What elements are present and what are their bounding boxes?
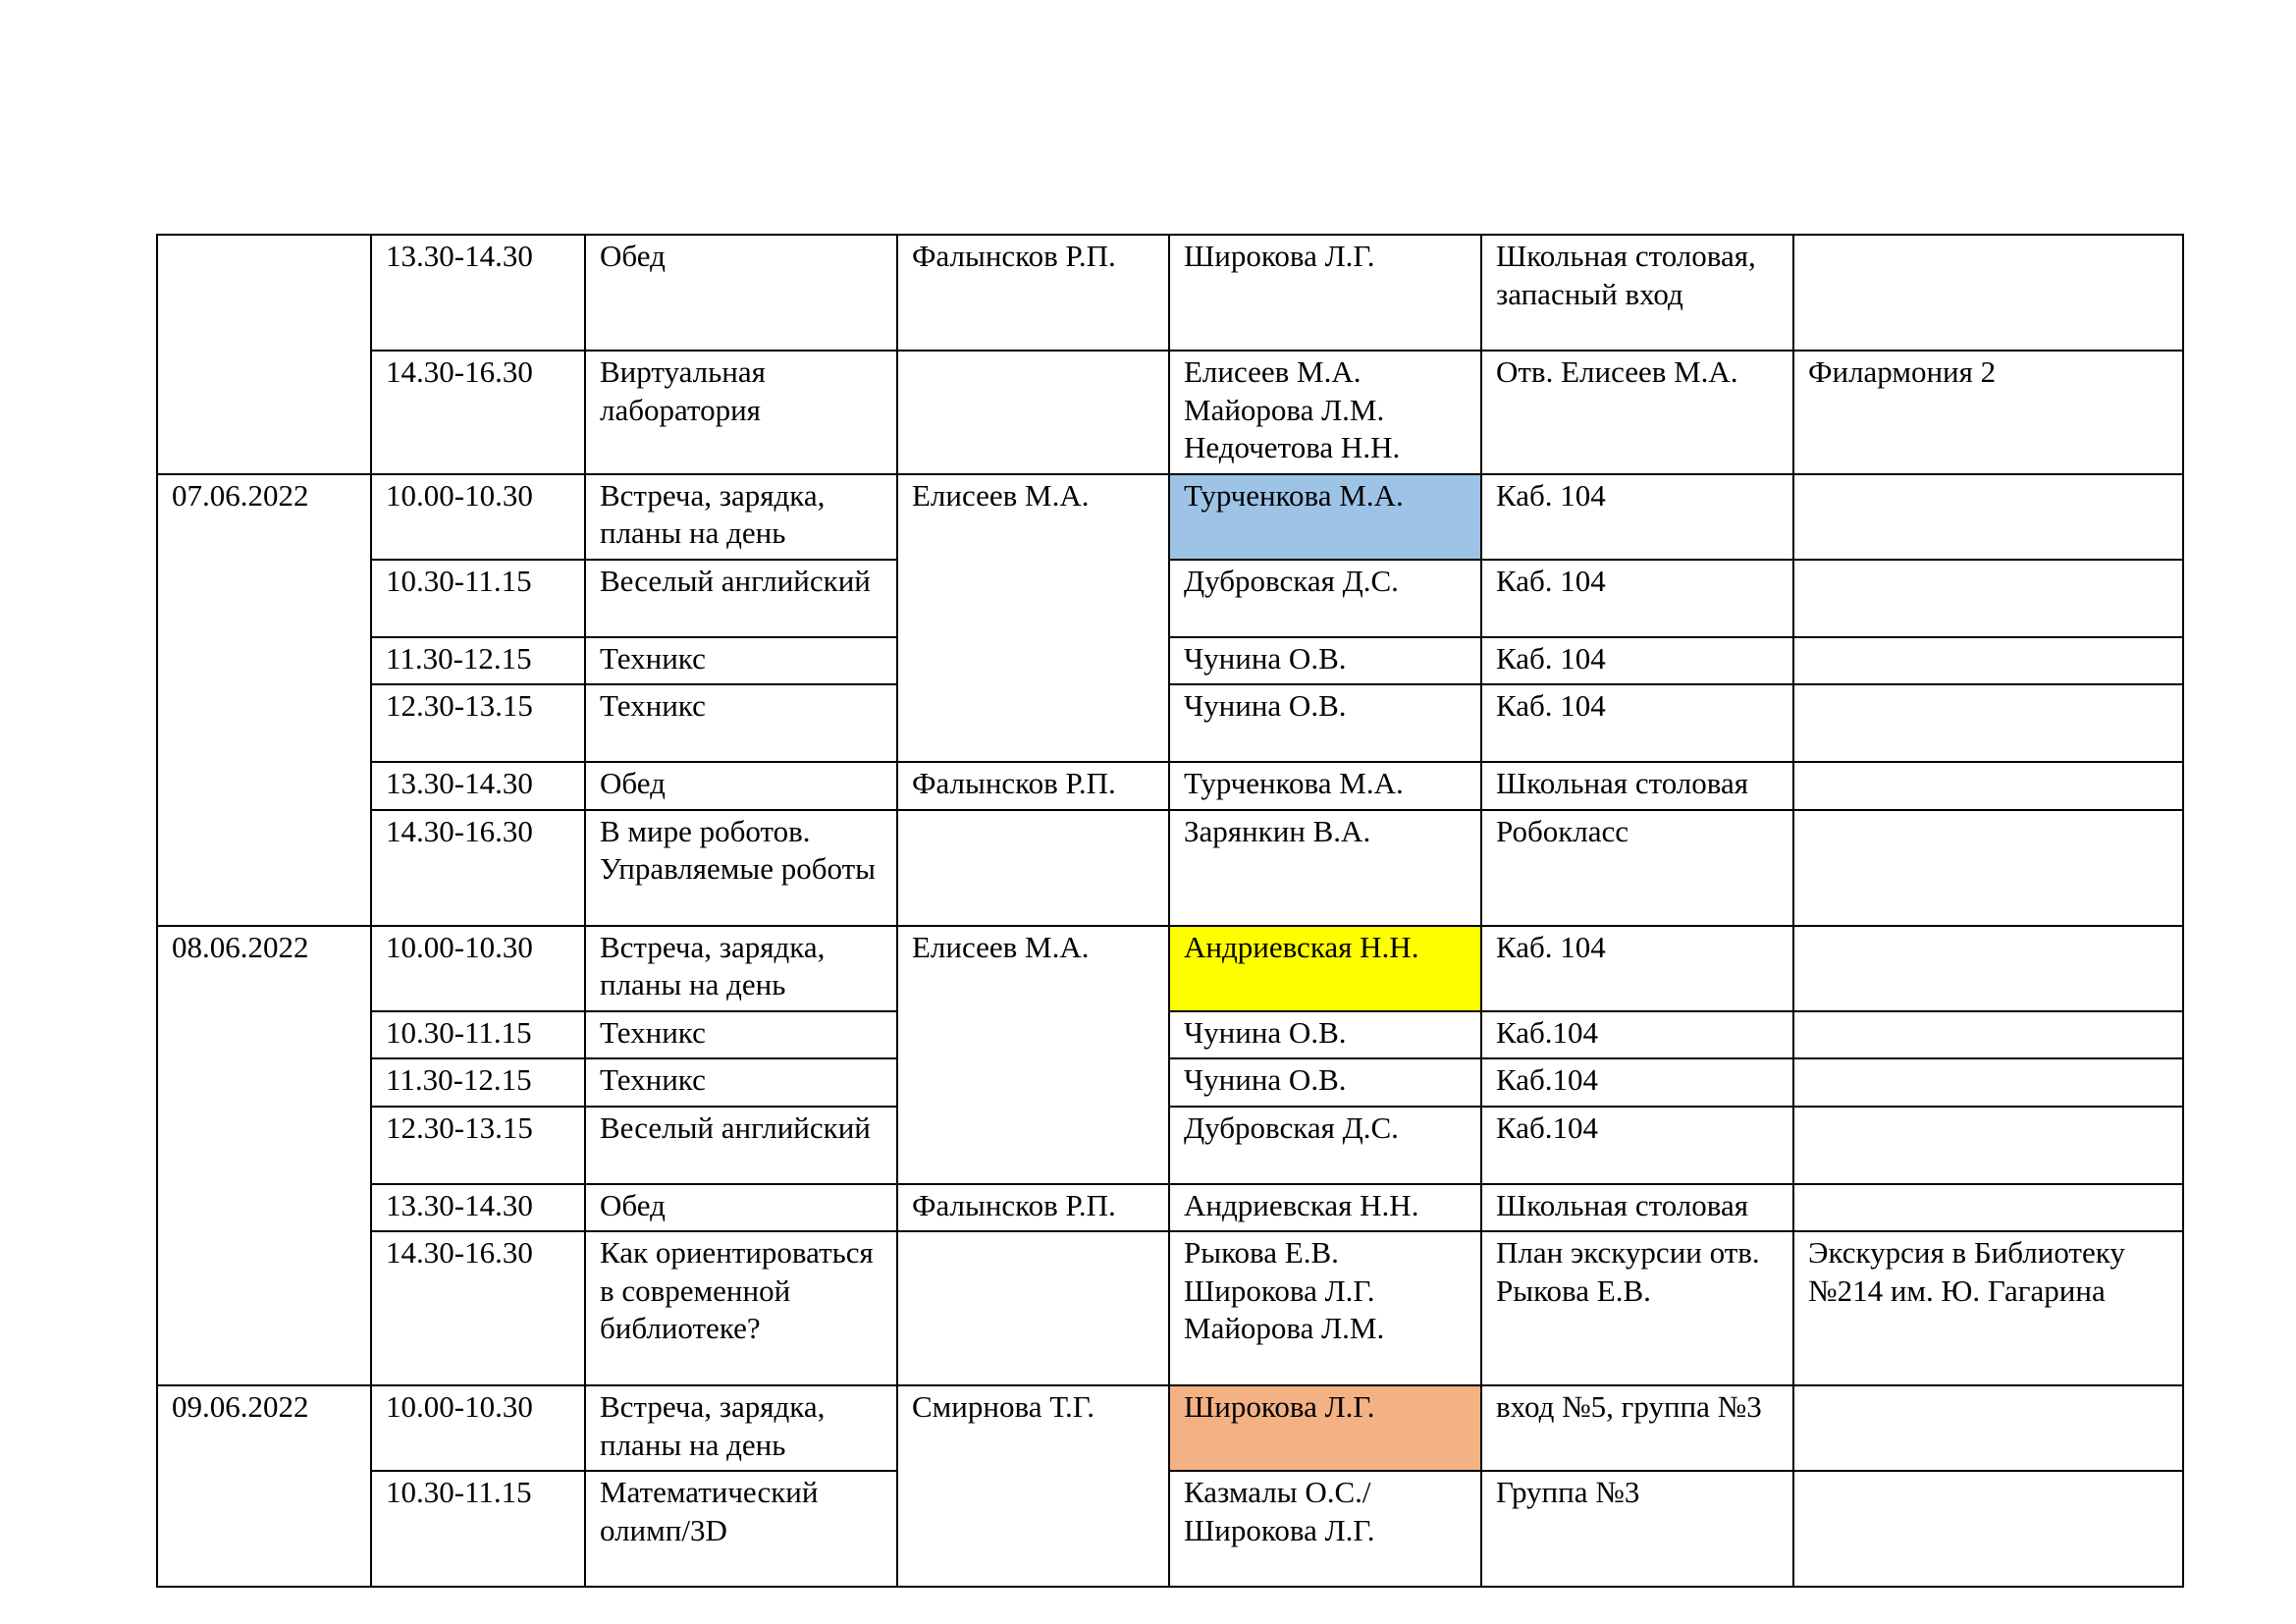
responsible-cell: Андриевская Н.Н. [1169, 926, 1481, 1011]
table-row [157, 560, 2183, 637]
note-cell [1793, 1058, 2183, 1107]
responsible-cell: Турченкова М.А. [1169, 762, 1481, 810]
activity-cell: Математический олимп/3D [585, 1471, 897, 1587]
place-cell: Каб. 104 [1481, 684, 1793, 762]
note-cell [1793, 1184, 2183, 1232]
activity-cell: Техникс [585, 1011, 897, 1059]
note-cell: Экскурсия в Библиотеку №214 им. Ю. Гагарина [1793, 1231, 2183, 1385]
place-cell: вход №5, группа №3 [1481, 1385, 1793, 1471]
leader-cell [897, 1231, 1169, 1385]
table-row [157, 810, 2183, 926]
activity-cell: Техникс [585, 1058, 897, 1107]
responsible-cell: Дубровская Д.С. [1169, 1107, 1481, 1184]
time-cell: 10.30-11.15 [371, 560, 585, 637]
table-row [157, 1107, 2183, 1184]
activity-cell: Обед [585, 235, 897, 351]
place-cell: Школьная столовая [1481, 762, 1793, 810]
table-row [157, 474, 2183, 560]
responsible-cell: Казмалы О.С./Широкова Л.Г. [1169, 1471, 1481, 1587]
responsible-cell: Широкова Л.Г. [1169, 1385, 1481, 1471]
activity-cell: Техникс [585, 684, 897, 762]
note-cell [1793, 1385, 2183, 1471]
note-cell [1793, 926, 2183, 1011]
leader-cell [897, 351, 1169, 474]
place-cell: Каб. 104 [1481, 926, 1793, 1011]
note-cell: Филармония 2 [1793, 351, 2183, 474]
time-cell: 10.00-10.30 [371, 926, 585, 1011]
table-row [157, 1231, 2183, 1385]
responsible-cell: Андриевская Н.Н. [1169, 1184, 1481, 1232]
note-cell [1793, 560, 2183, 637]
responsible-cell: Елисеев М.А. Майорова Л.М. Недочетова Н.Н. [1169, 351, 1481, 474]
time-cell: 13.30-14.30 [371, 762, 585, 810]
activity-cell: Веселый английский [585, 1107, 897, 1184]
note-cell [1793, 235, 2183, 351]
responsible-cell: Зарянкин В.А. [1169, 810, 1481, 926]
activity-cell: Виртуальная лаборатория [585, 351, 897, 474]
table-row [157, 1058, 2183, 1107]
table-row [157, 684, 2183, 762]
note-cell [1793, 684, 2183, 762]
time-cell: 10.00-10.30 [371, 474, 585, 560]
place-cell: Каб. 104 [1481, 637, 1793, 685]
time-cell: 11.30-12.15 [371, 637, 585, 685]
responsible-cell: Чунина О.В. [1169, 1058, 1481, 1107]
time-cell: 14.30-16.30 [371, 351, 585, 474]
date-cell: 09.06.2022 [157, 1385, 371, 1587]
activity-cell: Встреча, зарядка, планы на день [585, 926, 897, 1011]
time-cell: 12.30-13.15 [371, 1107, 585, 1184]
place-cell: Школьная столовая, запасный вход [1481, 235, 1793, 351]
leader-cell: Елисеев М.А. [897, 926, 1169, 1184]
leader-cell: Елисеев М.А. [897, 474, 1169, 763]
activity-cell: Обед [585, 1184, 897, 1232]
place-cell: Каб.104 [1481, 1107, 1793, 1184]
date-cell [157, 235, 371, 474]
table-row [157, 637, 2183, 685]
place-cell: Группа №3 [1481, 1471, 1793, 1587]
place-cell: План экскурсии отв. Рыкова Е.В. [1481, 1231, 1793, 1385]
place-cell: Робокласс [1481, 810, 1793, 926]
time-cell: 14.30-16.30 [371, 1231, 585, 1385]
table-row [157, 1011, 2183, 1059]
time-cell: 10.00-10.30 [371, 1385, 585, 1471]
responsible-cell: Рыкова Е.В. Широкова Л.Г. Майорова Л.М. [1169, 1231, 1481, 1385]
date-cell: 08.06.2022 [157, 926, 371, 1386]
note-cell [1793, 1011, 2183, 1059]
activity-cell: Встреча, зарядка, планы на день [585, 474, 897, 560]
leader-cell: Фалынсков Р.П. [897, 235, 1169, 351]
activity-cell: Встреча, зарядка, планы на день [585, 1385, 897, 1471]
place-cell: Каб.104 [1481, 1011, 1793, 1059]
time-cell: 14.30-16.30 [371, 810, 585, 926]
responsible-cell: Турченкова М.А. [1169, 474, 1481, 560]
activity-cell: В мире роботов. Управляемые роботы [585, 810, 897, 926]
activity-cell: Как ориентироваться в современной библиотеке? [585, 1231, 897, 1385]
time-cell: 10.30-11.15 [371, 1011, 585, 1059]
responsible-cell: Чунина О.В. [1169, 637, 1481, 685]
responsible-cell: Широкова Л.Г. [1169, 235, 1481, 351]
note-cell [1793, 1471, 2183, 1587]
activity-cell: Техникс [585, 637, 897, 685]
responsible-cell: Чунина О.В. [1169, 1011, 1481, 1059]
note-cell [1793, 637, 2183, 685]
date-cell: 07.06.2022 [157, 474, 371, 926]
time-cell: 11.30-12.15 [371, 1058, 585, 1107]
activity-cell: Обед [585, 762, 897, 810]
place-cell: Школьная столовая [1481, 1184, 1793, 1232]
leader-cell: Фалынсков Р.П. [897, 1184, 1169, 1232]
note-cell [1793, 474, 2183, 560]
place-cell: Каб. 104 [1481, 560, 1793, 637]
place-cell: Каб. 104 [1481, 474, 1793, 560]
responsible-cell: Дубровская Д.С. [1169, 560, 1481, 637]
place-cell: Каб.104 [1481, 1058, 1793, 1107]
note-cell [1793, 810, 2183, 926]
table-row [157, 351, 2183, 474]
table-row [157, 1471, 2183, 1587]
table-row [157, 1385, 2183, 1471]
leader-cell [897, 810, 1169, 926]
table-row [157, 1184, 2183, 1232]
leader-cell: Фалынсков Р.П. [897, 762, 1169, 810]
time-cell: 13.30-14.30 [371, 235, 585, 351]
time-cell: 10.30-11.15 [371, 1471, 585, 1587]
table-row [157, 235, 2183, 351]
responsible-cell: Чунина О.В. [1169, 684, 1481, 762]
note-cell [1793, 1107, 2183, 1184]
schedule-table [156, 234, 2184, 1588]
place-cell: Отв. Елисеев М.А. [1481, 351, 1793, 474]
table-row [157, 926, 2183, 1011]
table-row [157, 762, 2183, 810]
time-cell: 12.30-13.15 [371, 684, 585, 762]
activity-cell: Веселый английский [585, 560, 897, 637]
note-cell [1793, 762, 2183, 810]
leader-cell: Смирнова Т.Г. [897, 1385, 1169, 1587]
time-cell: 13.30-14.30 [371, 1184, 585, 1232]
